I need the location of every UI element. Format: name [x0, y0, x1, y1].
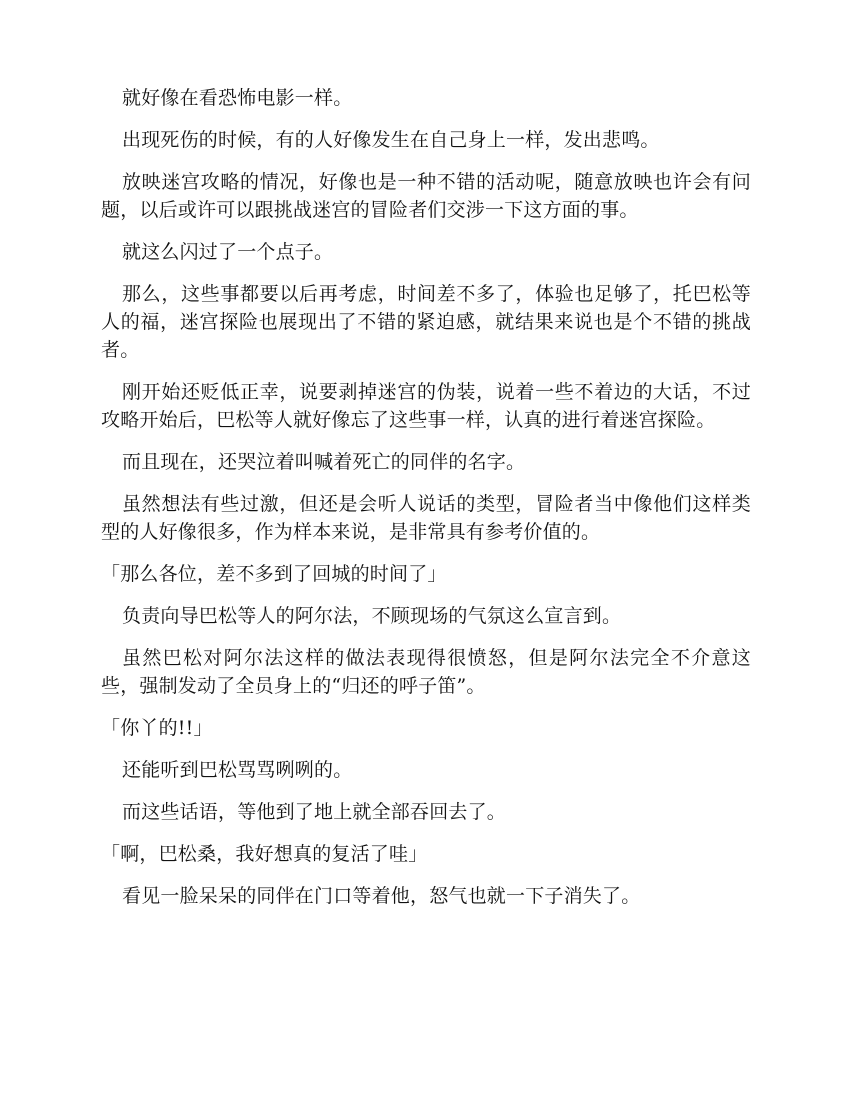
dialogue-line-3: 「啊，巴松桑，我好想真的复活了哇」 — [101, 843, 428, 865]
paragraph-13: 还能听到巴松骂骂咧咧的。 — [122, 759, 353, 781]
paragraph-1: 就好像在看恐怖电影一样。 — [122, 87, 353, 109]
paragraph-14: 而这些话语，等他到了地上就全部吞回去了。 — [122, 801, 507, 823]
paragraph-8: 虽然想法有些过激，但还是会听人说话的类型，冒险者当中像他们这样类型的人好像很多，作为样本来说，是非常具有参考价值的。 — [101, 493, 751, 543]
paragraph-10: 负责向导巴松等人的阿尔法，不顾现场的气氛这么宣言到。 — [122, 605, 622, 627]
paragraph-7: 而且现在，还哭泣着叫喊着死亡的同伴的名字。 — [122, 451, 526, 473]
dialogue-line-1: 「那么各位，差不多到了回城的时间了」 — [101, 563, 447, 585]
paragraph-2: 出现死伤的时候，有的人好像发生在自己身上一样，发出悲鸣。 — [122, 129, 660, 151]
paragraph-11: 虽然巴松对阿尔法这样的做法表现得很愤怒，但是阿尔法完全不介意这些，强制发动了全员身上的“归还的呼子笛”。 — [101, 647, 751, 697]
document-page — [101, 84, 751, 924]
paragraph-5: 那么，这些事都要以后再考虑，时间差不多了，体验也足够了，托巴松等人的福，迷宫探险也展现出了不错的紧迫感，就结果来说也是个不错的挑战者。 — [101, 283, 751, 361]
paragraph-16: 看见一脸呆呆的同伴在门口等着他，怒气也就一下子消失了。 — [122, 885, 641, 907]
paragraph-3: 放映迷宫攻略的情况，好像也是一种不错的活动呢，随意放映也许会有问题，以后或许可以跟挑战迷宫的冒险者们交涉一下这方面的事。 — [101, 171, 751, 221]
dialogue-line-2: 「你丫的!!」 — [101, 717, 213, 739]
paragraph-6: 刚开始还贬低正幸，说要剥掉迷宫的伪装，说着一些不着边的大话，不过攻略开始后，巴松等人就好像忘了这些事一样，认真的进行着迷宫探险。 — [101, 381, 751, 431]
paragraph-4: 就这么闪过了一个点子。 — [122, 241, 334, 263]
